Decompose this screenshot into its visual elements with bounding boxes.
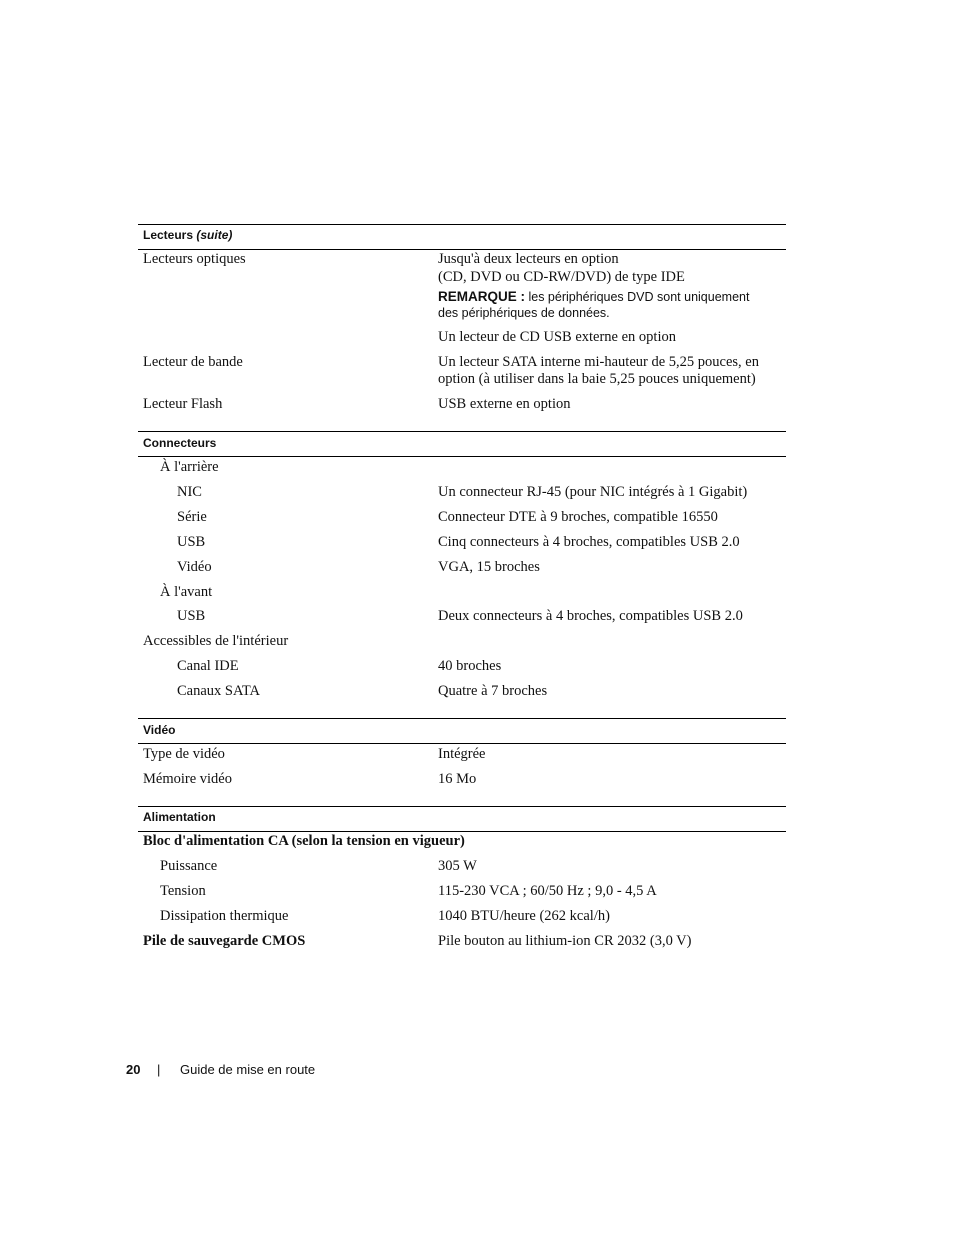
subgroup-label: Accessibles de l'intérieur xyxy=(143,633,289,649)
note-text: les périphériques DVD sont uniquement xyxy=(528,290,750,304)
row-label: Puissance xyxy=(160,858,218,874)
row-value: Un lecteur SATA interne mi-hauteur de 5,25 pouces, en xyxy=(438,354,759,370)
row-value-cont: (CD, DVD ou CD-RW/DVD) de type IDE xyxy=(438,269,685,285)
row-label: Série xyxy=(177,509,207,525)
note-label: REMARQUE : xyxy=(438,289,525,304)
subgroup-label: Bloc d'alimentation CA (selon la tension en vigueur) xyxy=(143,833,465,849)
subgroup-label: À l'avant xyxy=(160,584,213,600)
section-header-rule xyxy=(138,743,786,744)
row-label: NIC xyxy=(177,484,202,500)
section-top-rule xyxy=(138,806,786,807)
section-header-rule xyxy=(138,456,786,457)
section-heading-lecteurs xyxy=(143,228,232,242)
row-value: Quatre à 7 broches xyxy=(438,683,548,699)
row-label: Type de vidéo xyxy=(143,746,225,762)
row-value: VGA, 15 broches xyxy=(438,559,540,575)
row-value: 16 Mo xyxy=(438,771,477,787)
section-top-rule xyxy=(138,431,786,432)
page-number: 20 xyxy=(126,1062,141,1077)
row-value: 1040 BTU/heure (262 kcal/h) xyxy=(438,908,610,924)
row-value: 115-230 VCA ; 60/50 Hz ; 9,0 - 4,5 A xyxy=(438,883,657,899)
row-label: Dissipation thermique xyxy=(160,908,289,924)
row-label: Tension xyxy=(160,883,206,899)
row-label: Vidéo xyxy=(177,559,212,575)
row-label: USB xyxy=(177,608,206,624)
section-title-suffix: (suite) xyxy=(196,228,233,242)
section-top-rule xyxy=(138,224,786,225)
section-header-rule xyxy=(138,249,786,250)
row-label: Canaux SATA xyxy=(177,683,261,699)
section-title: Lecteurs xyxy=(143,228,194,242)
row-label: Canal IDE xyxy=(177,658,239,674)
row-label: USB xyxy=(177,534,206,550)
footer-title: Guide de mise en route xyxy=(180,1062,316,1077)
row-value-cont: option (à utiliser dans la baie 5,25 pouces uniquement) xyxy=(438,371,756,387)
row-label: Mémoire vidéo xyxy=(143,771,232,787)
row-value: USB externe en option xyxy=(438,396,571,412)
row-value: Intégrée xyxy=(438,746,486,762)
section-top-rule xyxy=(138,718,786,719)
row-value: 305 W xyxy=(438,858,477,874)
row-value: Un connecteur RJ-45 (pour NIC intégrés à 1 Gigabit) xyxy=(438,484,748,500)
section-heading-connecteurs: Connecteurs xyxy=(143,436,217,450)
section-heading-alimentation: Alimentation xyxy=(143,810,216,824)
section-heading-video: Vidéo xyxy=(143,723,176,737)
row-value: Deux connecteurs à 4 broches, compatibles USB 2.0 xyxy=(438,608,743,624)
row-label: Lecteur Flash xyxy=(143,396,223,412)
note-text-cont: des périphériques de données. xyxy=(438,306,610,320)
note-remarque xyxy=(438,288,749,306)
row-value: Jusqu'à deux lecteurs en option xyxy=(438,251,619,267)
subgroup-label: À l'arrière xyxy=(160,459,219,475)
row-label: Lecteurs optiques xyxy=(143,251,246,267)
row-label: Pile de sauvegarde CMOS xyxy=(143,933,306,949)
row-value: Pile bouton au lithium-ion CR 2032 (3,0 V) xyxy=(438,933,692,949)
row-value: Connecteur DTE à 9 broches, compatible 16550 xyxy=(438,509,718,525)
section-header-rule xyxy=(138,831,786,832)
row-value: 40 broches xyxy=(438,658,502,674)
row-value: Cinq connecteurs à 4 broches, compatibles USB 2.0 xyxy=(438,534,740,550)
row-label: Lecteur de bande xyxy=(143,354,243,370)
row-value-extra: Un lecteur de CD USB externe en option xyxy=(438,329,676,345)
footer-separator: | xyxy=(157,1062,161,1077)
